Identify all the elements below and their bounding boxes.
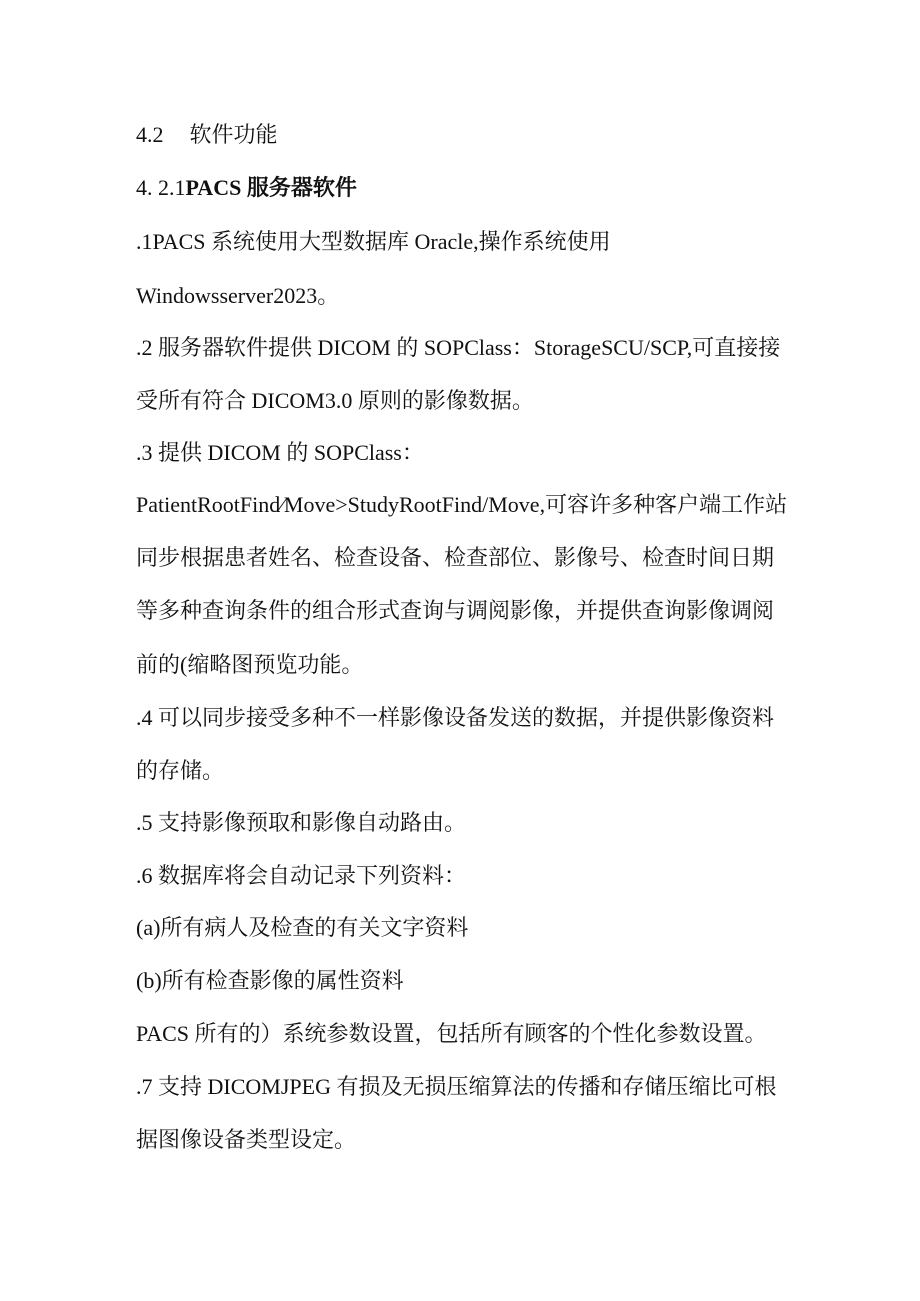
paragraph-line: 据图像设备类型设定。 bbox=[136, 1127, 357, 1152]
paragraph-line: 的存储。 bbox=[136, 758, 225, 783]
paragraph-line: 前的(缩略图预览功能。 bbox=[136, 652, 364, 677]
section-heading bbox=[136, 120, 278, 150]
subsection-title: PACS 服务器软件 bbox=[185, 175, 357, 200]
section-title: 软件功能 bbox=[189, 122, 278, 147]
paragraph-line: .2 服务器软件提供 DICOM 的 SOPClass：StorageSCU/SCP,可直接接 bbox=[136, 335, 781, 360]
paragraph-line: (a)所有病人及检查的有关文字资料 bbox=[136, 915, 469, 940]
subsection-number: 4. 2.1 bbox=[136, 175, 186, 200]
paragraph-line: .5 支持影像预取和影像自动路由。 bbox=[136, 810, 467, 835]
paragraph-line: .3 提供 DICOM 的 SOPClass： bbox=[136, 440, 424, 465]
paragraph-line: .7 支持 DICOMJPEG 有损及无损压缩算法的传播和存储压缩比可根 bbox=[136, 1074, 777, 1099]
paragraph-line: (b)所有检查影像的属性资料 bbox=[136, 968, 404, 993]
paragraph-line: 同步根据患者姓名、检查设备、检查部位、影像号、检查时间日期 bbox=[136, 545, 775, 570]
subsection-heading bbox=[136, 173, 357, 203]
paragraph-line: Windowsserver2023。 bbox=[136, 283, 340, 308]
paragraph-line: PatientRootFind∕Move>StudyRootFind/Move,可容许多种客户端工作站 bbox=[136, 492, 788, 517]
paragraph-line: 受所有符合 DICOM3.0 原则的影像数据。 bbox=[136, 388, 534, 413]
paragraph-line: PACS 所有的）系统参数设置，包括所有顾客的个性化参数设置。 bbox=[136, 1021, 767, 1046]
paragraph-line: .1PACS 系统使用大型数据库 Oracle,操作系统使用 bbox=[136, 229, 611, 254]
paragraph-line: 等多种查询条件的组合形式查询与调阅影像，并提供查询影像调阅 bbox=[136, 598, 775, 623]
paragraph-line: .6 数据库将会自动记录下列资料： bbox=[136, 863, 467, 888]
paragraph-line: .4 可以同步接受多种不一样影像设备发送的数据，并提供影像资料 bbox=[136, 705, 775, 730]
section-number: 4.2 bbox=[136, 122, 164, 147]
